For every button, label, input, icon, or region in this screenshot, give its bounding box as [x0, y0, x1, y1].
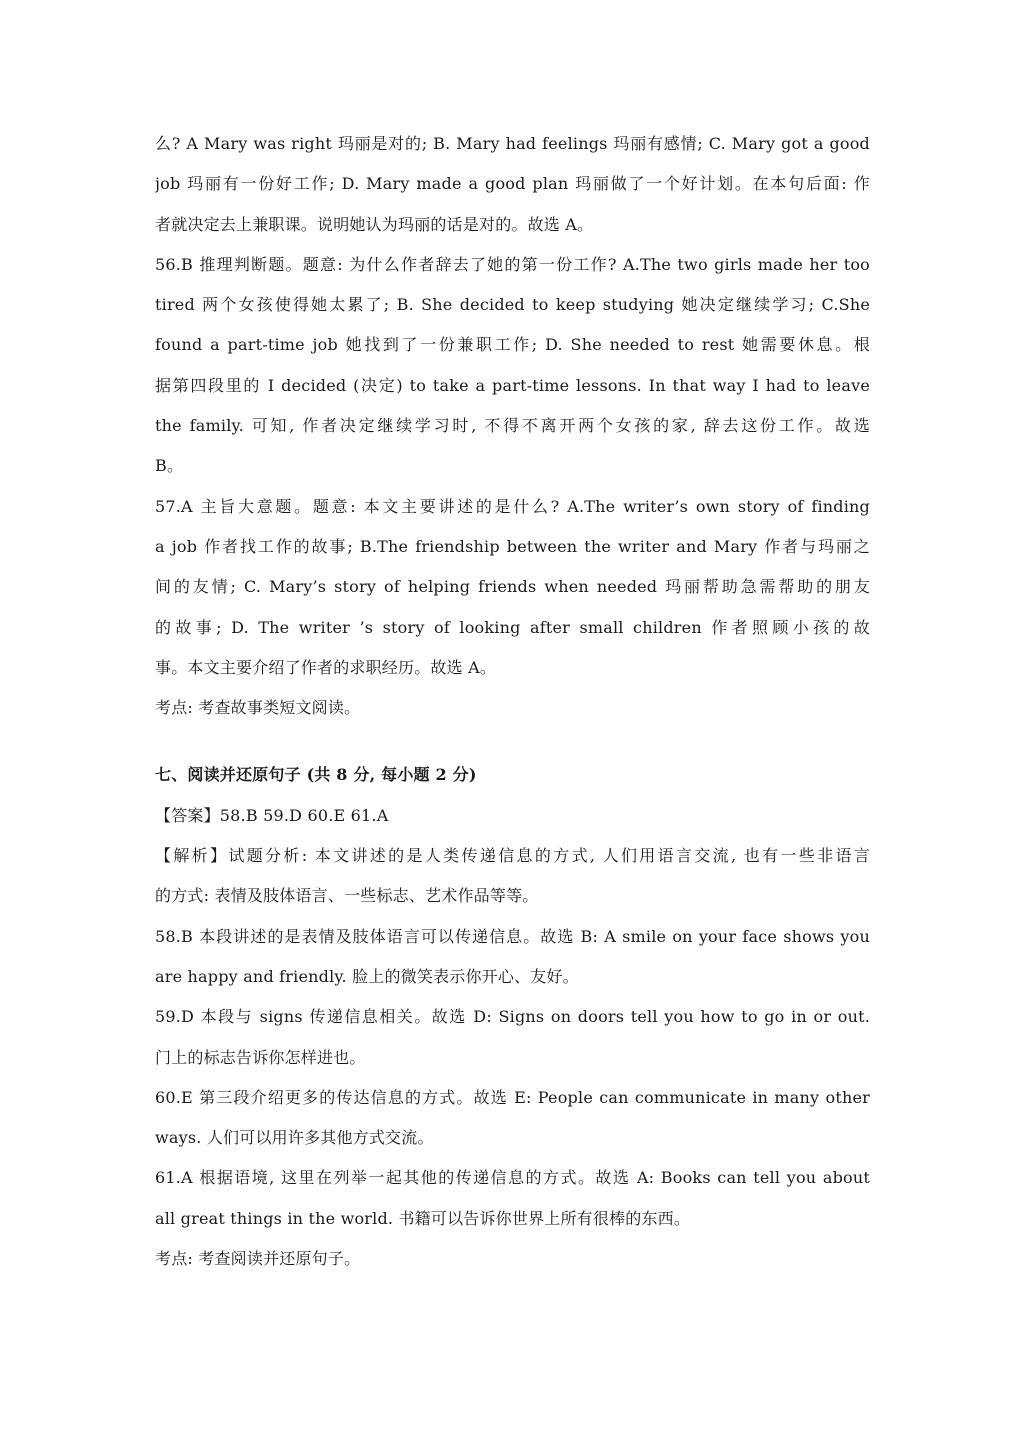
text-line: 57.A 主旨大意题。题意: 本文主要讲述的是什么? A.The writer’s own story of finding	[155, 496, 870, 516]
text-line: 【解析】试题分析: 本文讲述的是人类传递信息的方式, 人们用语言交流, 也有一些非语言	[155, 846, 870, 866]
section-gap	[155, 728, 870, 755]
text-line: all great things in the world. 书籍可以告诉你世界上所有很棒的东西。	[155, 1208, 691, 1228]
text-line: ways. 人们可以用许多其他方式交流。	[155, 1128, 434, 1148]
q58-explanation	[155, 917, 870, 998]
text-line: B。	[155, 456, 184, 476]
document-page	[155, 124, 870, 1279]
text-line: found a part-time job 她找到了一份兼职工作; D. She needed to rest 她需要休息。根	[155, 335, 870, 355]
text-line: 的方式: 表情及肢体语言、一些标志、艺术作品等等。	[155, 886, 539, 906]
text-line: are happy and friendly. 脸上的微笑表示你开心、友好。	[155, 966, 579, 986]
text-line: 61.A 根据语境, 这里在列举一起其他的传递信息的方式。故选 A: Books can tell you about	[155, 1168, 870, 1188]
text-line: 58.B 本段讲述的是表情及肢体语言可以传递信息。故选 B: A smile on your face shows you	[155, 926, 870, 946]
analysis-paragraph	[155, 836, 870, 917]
text-line: 间的友情; C. Mary’s story of helping friends when needed 玛丽帮助急需帮助的朋友	[155, 577, 870, 597]
q59-explanation	[155, 997, 870, 1078]
text-line: 56.B 推理判断题。题意: 为什么作者辞去了她的第一份工作? A.The two girls made her too	[155, 254, 870, 274]
kaodian-note: 考点: 考查阅读并还原句子。	[155, 1249, 361, 1269]
text-line: 门上的标志告诉你怎样进也。	[155, 1047, 366, 1067]
text-line: job 玛丽有一份好工作; D. Mary made a good plan 玛丽做了一个好计划。在本句后面: 作	[155, 174, 870, 194]
text-line: 么? A Mary was right 玛丽是对的; B. Mary had feelings 玛丽有感情; C. Mary got a good	[155, 134, 870, 153]
text-line: 的故事; D. The writer ’s story of looking after small children 作者照顾小孩的故	[155, 617, 870, 637]
section-heading: 七、阅读并还原句子 (共 8 分, 每小题 2 分)	[155, 765, 477, 785]
q60-explanation	[155, 1078, 870, 1159]
text-line: 59.D 本段与 signs 传递信息相关。故选 D: Signs on doors tell you how to go in or out.	[155, 1007, 870, 1027]
q56-explanation	[155, 245, 870, 487]
text-line: the family. 可知, 作者决定继续学习时, 不得不离开两个女孩的家, 辞去这份工作。故选	[155, 416, 870, 436]
kaodian-note: 考点: 考查故事类短文阅读。	[155, 698, 361, 718]
text-line: tired 两个女孩使得她太累了; B. She decided to keep studying 她决定继续学习; C.She	[155, 295, 870, 315]
q57-explanation	[155, 487, 870, 688]
text-line: 者就决定去上兼职课。说明她认为玛丽的话是对的。故选 A。	[155, 214, 594, 234]
q61-explanation	[155, 1158, 870, 1239]
text-line: 据第四段里的 I decided (决定) to take a part-time lessons. In that way I had to leave	[155, 375, 870, 395]
answer-line: 【答案】58.B 59.D 60.E 61.A	[155, 805, 389, 825]
text-line: 60.E 第三段介绍更多的传达信息的方式。故选 E: People can communicate in many other	[155, 1087, 870, 1107]
text-line: 事。本文主要介绍了作者的求职经历。故选 A。	[155, 657, 497, 677]
q55-explanation	[155, 124, 870, 245]
text-line: a job 作者找工作的故事; B.The friendship between the writer and Mary 作者与玛丽之	[155, 536, 870, 556]
